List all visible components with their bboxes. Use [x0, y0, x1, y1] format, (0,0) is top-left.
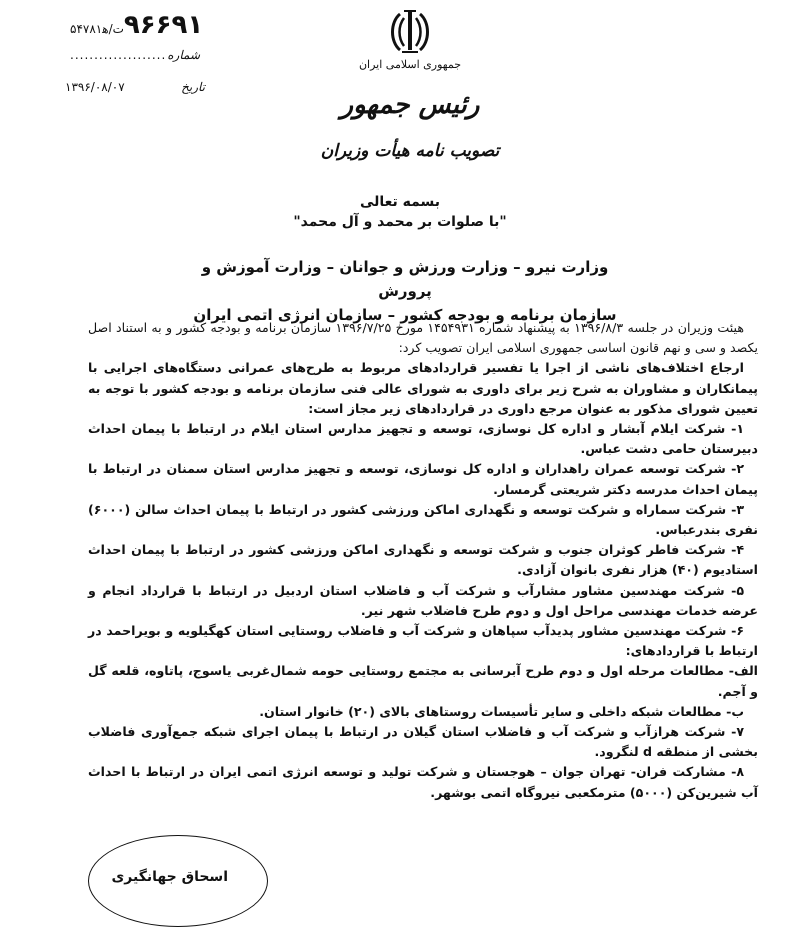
addressees-line-2: سازمان برنامه و بودجه کشور – سازمان انرژی اتمی ایران: [193, 306, 617, 324]
signature-block: [88, 835, 268, 910]
basmala-line-2: "با صلوات بر محمد و آل محمد": [293, 214, 507, 230]
iran-emblem-icon: [388, 8, 432, 56]
sub-list-item: ب- مطالعات شبکه داخلی و سایر تأسیسات روستاهای بالای (۲۰) خانوار استان.: [259, 703, 744, 719]
signatory-name: اسحاق جهانگیری: [111, 869, 228, 885]
list-item: ۶- شرکت مهندسین مشاور پدیدآب سپاهان و شرکت آب و فاضلاب روستایی استان کهگیلویه و بویراحمد در ارتباط با قراردادهای:: [88, 623, 758, 659]
intro-paragraph: هیئت وزیران در جلسه ۱۳۹۶/۸/۳ به پیشنهاد شماره ۱۴۵۴۹۳۱ مورخ ۱۳۹۶/۷/۲۵ سازمان برنامه و بودجه کشور و به استناد اصل یکصد و سی و نهم قانون اساسی جمهوری اسلامی ایران تصویب کرد:: [88, 320, 758, 356]
list-item: ۳- شرکت سماراه و شرکت توسعه و نگهداری اماکن ورزشی کشور در ارتباط با پیمان احداث سالن (۶۰۰۰) نفری بندرعباس.: [88, 501, 758, 538]
letterhead: [300, 58, 520, 166]
reference-prefix: ۵۴۷۸۱ت/ه‍: [70, 22, 124, 36]
date-field: [65, 80, 205, 94]
list-item: ۵- شرکت مهندسین مشاور مشارآب و شرکت آب و فاضلاب استان اردبیل در ارتباط با قرارداد انجام و عرضه خدمات مهندسی مراحل اول و دوم طرح فاضلاب شهر نیر.: [88, 582, 758, 618]
list-item: ۷- شرکت هرازآب و شرکت آب و فاضلاب استان گیلان در ارتباط با پیمان اجرای شبکه جمع‌آوری فاضلاب بخشی از منطقه d لنگرود.: [88, 724, 758, 760]
number-dots: ....................: [70, 48, 167, 62]
sub-list-item: الف- مطالعات مرحله اول و دوم طرح آبرسانی به مجتمع روستایی حومه شمال‌غربی یاسوج، پاتاوه، قلعه گل و آجم.: [88, 663, 758, 699]
list-item: ۴- شرکت فاطر کوثران جنوب و شرکت توسعه و نگهداری اماکن ورزشی کشور در ارتباط با پیمان احداث استادیوم (۴۰) هزار نفری بانوان آزادی.: [88, 542, 758, 578]
main-paragraph: ارجاع اختلاف‌های ناشی از اجرا یا تفسیر قراردادهای مربوط به طرح‌های عمرانی دستگاه‌های اجرایی با پیمانکاران و مشاوران به شرح زیر برای داوری به شورای عالی فنی سازمان برنامه و بودجه کشور با توجه به تعیین شورای مذکور به عنوان مرجع داوری در قراردادهای زیر مجاز است:: [88, 360, 758, 416]
date-value: ۱۳۹۶/۰۸/۰۷: [65, 80, 125, 94]
list-item: ۱- شرکت ایلام آبشار و اداره کل نوسازی، توسعه و تجهیز مدارس استان ایلام در ارتباط با پیمان احداث دبیرستان حامی دشت عباس.: [88, 421, 758, 457]
addressees: [180, 255, 630, 327]
resolution-body: [88, 318, 758, 803]
republic-title: جمهوری اسلامی ایران: [358, 58, 462, 71]
list-item: ۲- شرکت توسعه عمران راهداران و اداره کل نوسازی، توسعه و تجهیز مدارس استان سمنان در ارتباط با پیمان احداث مدرسه دکتر شریعتی گرمسار.: [88, 461, 758, 497]
list-item: ۸- مشارکت فران- تهران جوان – هوجستان و شرکت تولید و توسعه انرژی اتمی ایران در ارتباط با احداث آب شیرین‌کن (۵۰۰۰) مترمکعبی نیروگاه اتمی بوشهر.: [88, 764, 758, 800]
reference-number: [70, 10, 270, 40]
basmala: [200, 192, 600, 232]
number-label: شماره: [167, 48, 200, 62]
reference-main-number: ۹۶۶۹۱: [123, 10, 204, 40]
number-field: [70, 48, 200, 62]
cabinet-resolution-title: تصویب نامه هیأت وزیران: [320, 141, 500, 161]
president-title: رئیس جمهور: [340, 90, 480, 120]
addressees-line-1: وزارت نیرو – وزارت ورزش و جوانان – وزارت آموزش و پرورش: [201, 258, 609, 300]
basmala-line-1: بسمه تعالی: [359, 194, 441, 210]
date-label: تاریخ: [181, 80, 205, 94]
